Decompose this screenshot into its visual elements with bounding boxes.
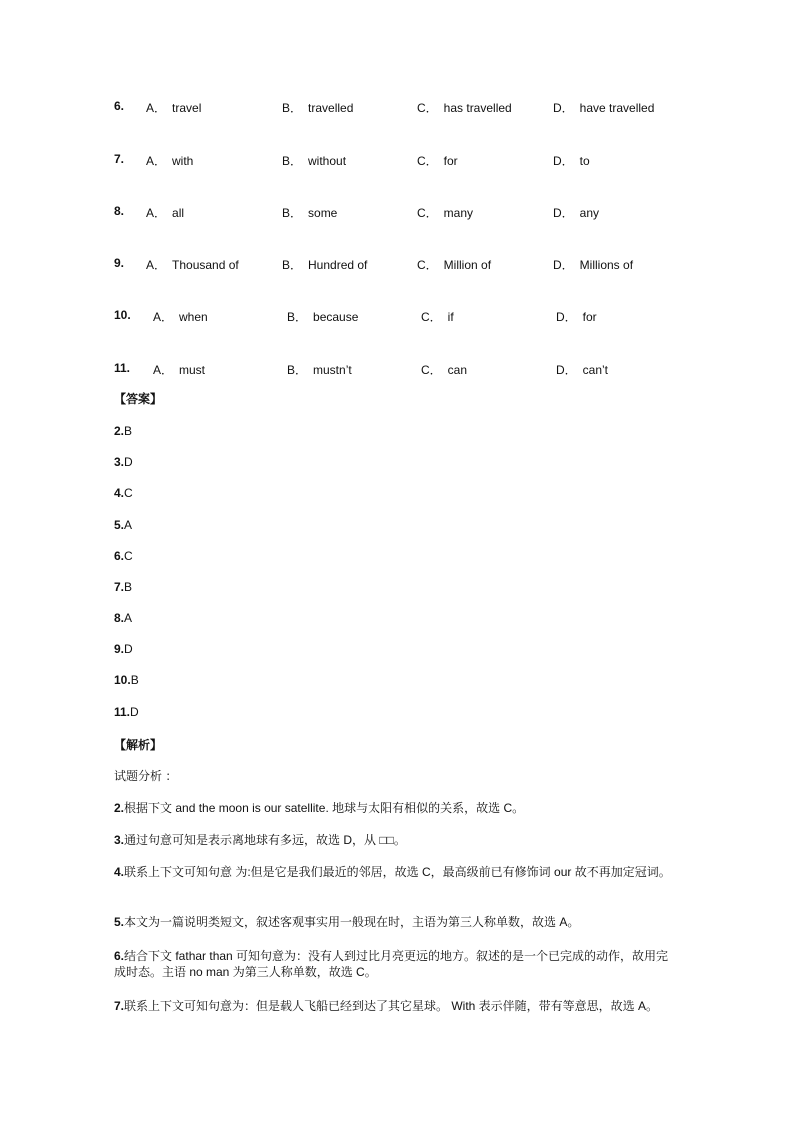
option-d: D． Millions of (553, 258, 634, 272)
option-c: C． many (417, 206, 474, 220)
option-c: C． has travelled (417, 101, 512, 115)
answer-item: 7.B (114, 580, 133, 594)
answer-item: 9.D (114, 642, 133, 656)
option-a: A． when (153, 310, 208, 324)
question-number: 9. (114, 256, 125, 270)
option-c: C． if (421, 310, 454, 324)
answer-item: 3.D (114, 455, 133, 469)
question-number: 8. (114, 204, 125, 218)
question-number: 11. (114, 361, 131, 375)
answer-item: 5.A (114, 518, 133, 532)
option-a: A． must (153, 363, 206, 377)
question-row-10 (0, 308, 794, 326)
answer-heading: 【答案】 (114, 392, 163, 406)
option-c: C． Million of (417, 258, 492, 272)
answer-item: 8.A (114, 611, 133, 625)
option-c: C． for (417, 154, 458, 168)
question-row-8 (0, 204, 794, 222)
option-a: A． Thousand of (146, 258, 239, 272)
analysis-intro: 试题分析 ： (114, 769, 178, 783)
option-c: C． can (421, 363, 468, 377)
explanation-item: 4.联系上下文可知句意 为:但是它是我们最近的邻居，故选 C，最高级前已有修饰词 our 故不再加定冠词。 (114, 865, 671, 879)
option-d: D． can’t (556, 363, 609, 377)
explanation-item: 3.通过句意可知是表示离地球有多远，故选 D，从 □□。 (114, 833, 406, 847)
option-d: D． to (553, 154, 590, 168)
explanation-item: 2.根据下文 and the moon is our satellite. 地球与太阳有相似的关系，故选 C。 (114, 801, 525, 815)
answer-item: 4.C (114, 486, 133, 500)
question-number: 10. (114, 308, 131, 322)
explanation-item: 7.联系上下文可知句意为：但是载人飞船已经到达了其它星球。 With 表示伴随，带有等意思，故选 A。 (114, 999, 659, 1013)
question-row-9 (0, 256, 794, 274)
option-b: B． travelled (282, 101, 354, 115)
question-row-7 (0, 152, 794, 170)
option-a: A． with (146, 154, 194, 168)
analysis-heading: 【解析】 (114, 738, 163, 752)
question-number: 7. (114, 152, 125, 166)
option-a: A． all (146, 206, 185, 220)
option-b: B． some (282, 206, 338, 220)
option-b: B． mustn’t (287, 363, 352, 377)
option-a: A． travel (146, 101, 202, 115)
option-b: B． without (282, 154, 347, 168)
answer-item: 11.D (114, 705, 139, 719)
option-d: D． have travelled (553, 101, 655, 115)
explanation-item: 6.结合下文 fathar than 可知句意为：没有人到过比月亮更远的地方。叙述的是一个已完成的动作，故用完成时态。主语 no man 为第三人称单数，故选 C。 (114, 949, 669, 979)
option-b: B． because (287, 310, 359, 324)
answer-item: 2.B (114, 424, 133, 438)
explanation-item: 5.本文为一篇说明类短文，叙述客观事实用一般现在时，主语为第三人称单数，故选 A。 (114, 915, 580, 929)
question-row-11 (0, 361, 794, 379)
answer-item: 6.C (114, 549, 133, 563)
question-number: 6. (114, 99, 125, 113)
option-d: D． for (556, 310, 597, 324)
answer-item: 10.B (114, 673, 139, 687)
question-row-6 (0, 99, 794, 117)
option-d: D． any (553, 206, 600, 220)
option-b: B． Hundred of (282, 258, 368, 272)
